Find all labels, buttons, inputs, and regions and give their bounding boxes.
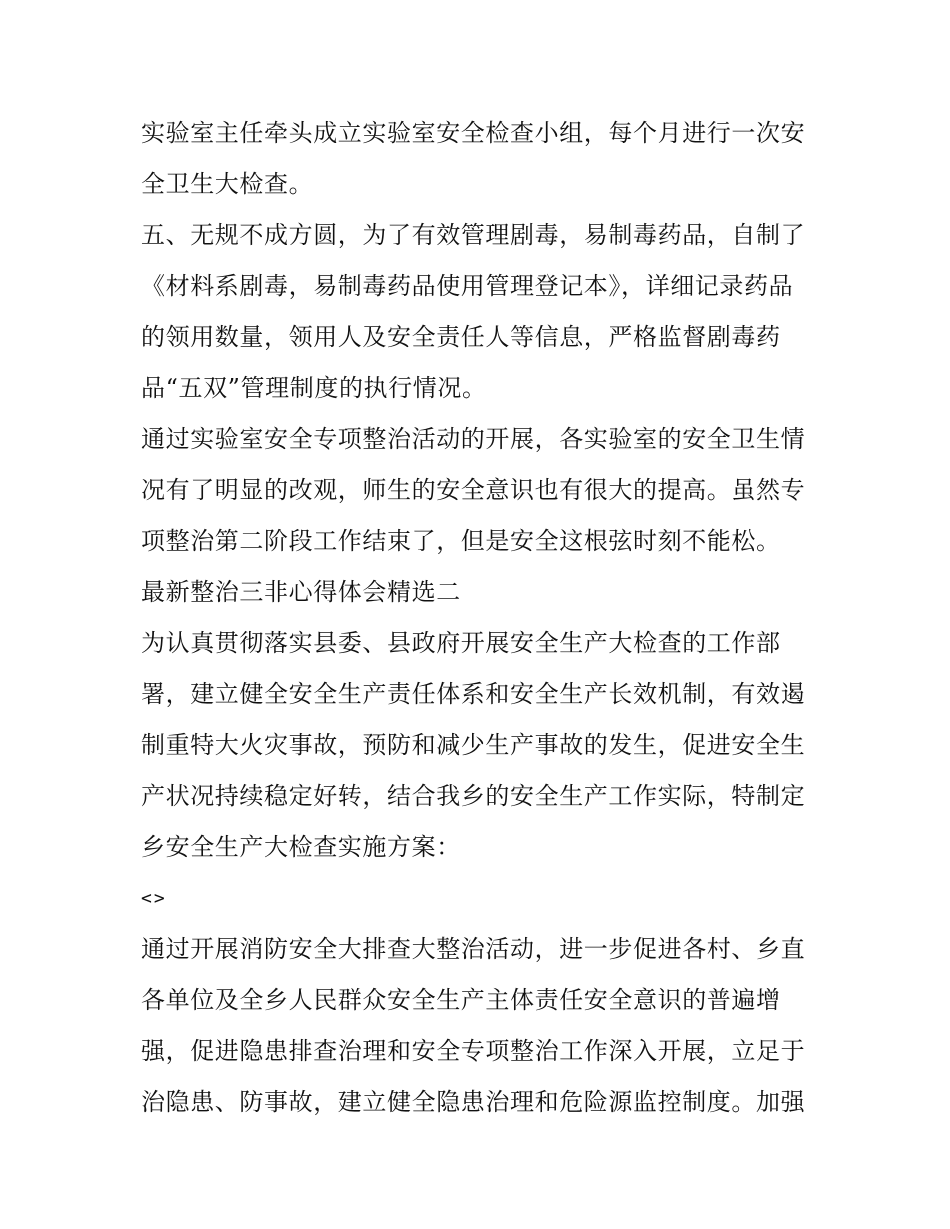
text-line: 通过实验室安全专项整治活动的开展，各实验室的安全卫生情 (141, 425, 806, 453)
text-line: 署，建立健全安全生产责任体系和安全生产长效机制，有效遏 (141, 680, 806, 708)
text-line: 实验室主任牵头成立实验室安全检查小组，每个月进行一次安 (141, 119, 806, 147)
text-line: 乡安全生产大检查实施方案： (141, 833, 461, 861)
text-line: 五、无规不成方圆，为了有效管理剧毒，易制毒药品，自制了 (141, 221, 806, 249)
placeholder-marker: <> (141, 888, 167, 909)
text-line: 全卫生大检查。 (141, 170, 314, 198)
section-heading: 最新整治三非心得体会精选二 (141, 578, 461, 606)
text-line: 况有了明显的改观，师生的安全意识也有很大的提高。虽然专 (141, 476, 806, 504)
text-line: 品“五双”管理制度的执行情况。 (141, 374, 487, 402)
text-line: 项整治第二阶段工作结束了，但是安全这根弦时刻不能松。 (141, 527, 781, 555)
text-line: 治隐患、防事故，建立健全隐患治理和危险源监控制度。加强 (141, 1088, 806, 1116)
text-line: 强，促进隐患排查治理和安全专项整治工作深入开展，立足于 (141, 1037, 806, 1065)
text-line: 各单位及全乡人民群众安全生产主体责任安全意识的普遍增 (141, 986, 781, 1014)
text-line: 的领用数量，领用人及安全责任人等信息，严格监督剧毒药 (141, 323, 781, 351)
text-line: 《材料系剧毒，易制毒药品使用管理登记本》，详细记录药品 (141, 272, 794, 300)
document-body (141, 108, 821, 1128)
text-line: 为认真贯彻落实县委、县政府开展安全生产大检查的工作部 (141, 629, 781, 657)
text-line: 制重特大火灾事故，预防和减少生产事故的发生，促进安全生 (141, 731, 806, 759)
text-line: 产状况持续稳定好转，结合我乡的安全生产工作实际，特制定 (141, 782, 806, 810)
text-line: 通过开展消防安全大排查大整治活动，进一步促进各村、乡直 (141, 935, 806, 963)
